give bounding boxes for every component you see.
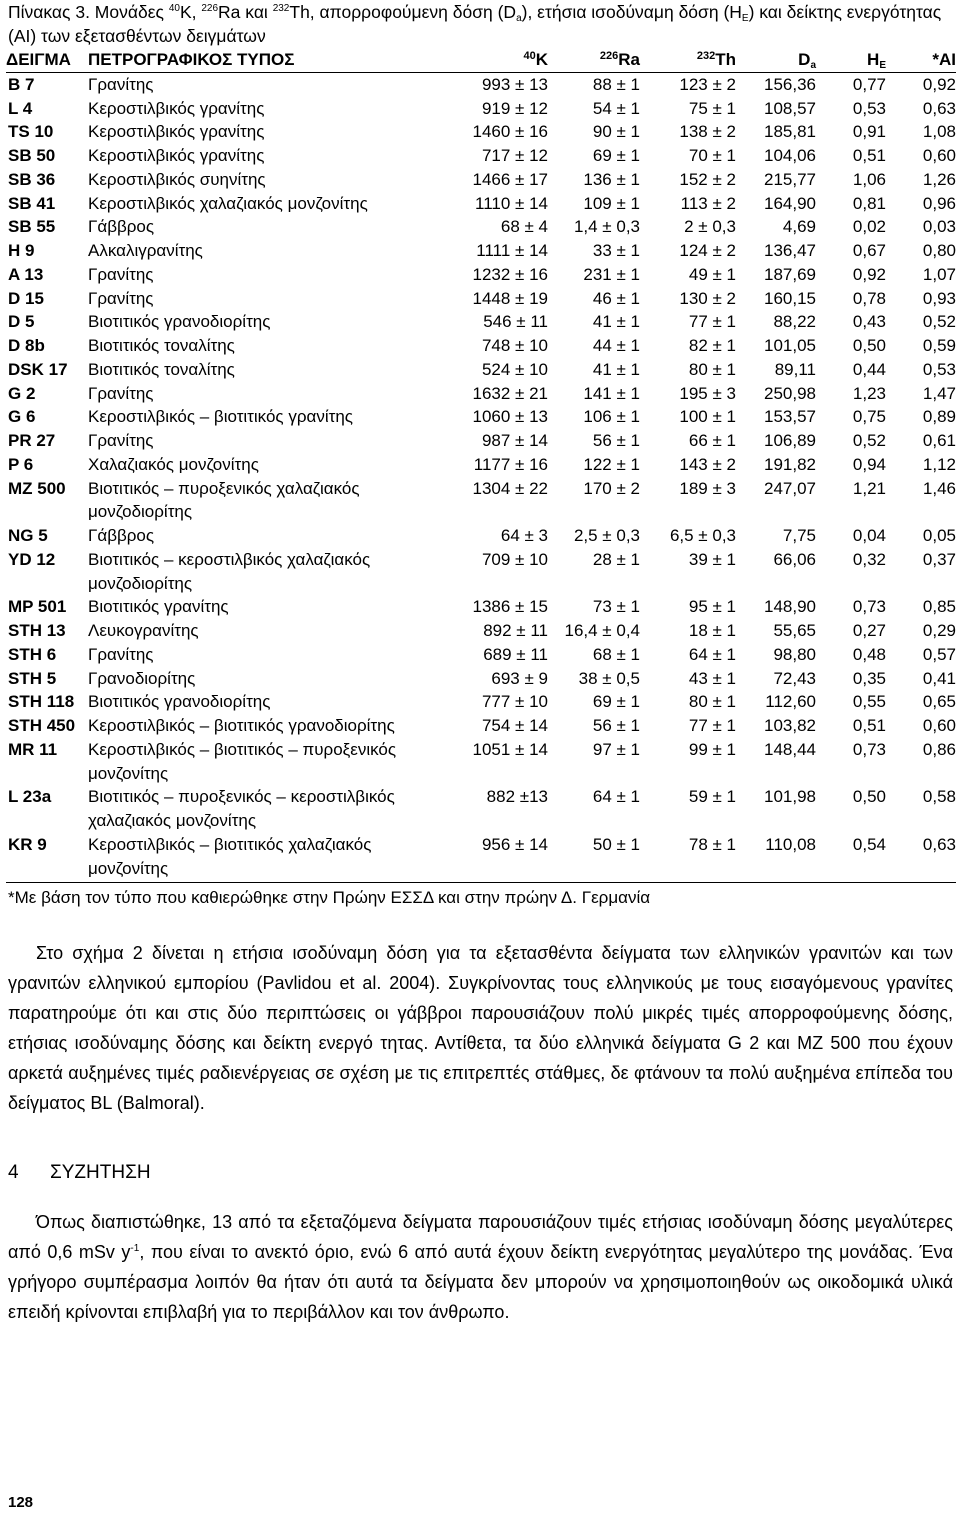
table-row xyxy=(6,524,956,548)
cell-ra: 54 ± 1 xyxy=(592,98,640,118)
table-row xyxy=(6,144,956,168)
table-row xyxy=(6,453,956,477)
cell-sample: B 7 xyxy=(8,74,35,94)
cell-da: 185,81 xyxy=(764,122,816,142)
cell-he: 0,78 xyxy=(852,288,886,308)
cell-ra: 56 ± 1 xyxy=(592,431,640,450)
cell-type: Γρανίτης xyxy=(88,644,154,664)
cell-he: 0,02 xyxy=(852,217,886,237)
cell-sample: NG 5 xyxy=(8,526,48,545)
cell-sample: MZ 500 xyxy=(8,478,66,498)
page-number: 128 xyxy=(8,1494,34,1511)
cell-k: 717 ± 12 xyxy=(481,146,548,165)
cell-th: 59 ± 1 xyxy=(688,787,736,807)
cell-da: 148,44 xyxy=(764,739,816,759)
cell-he: 0,55 xyxy=(852,692,886,712)
cell-ra: 41 ± 1 xyxy=(592,359,640,379)
cell-ai: 0,60 xyxy=(922,716,956,735)
cell-he: 1,23 xyxy=(852,383,886,403)
cell-ai: 0,03 xyxy=(922,217,956,237)
cell-type: Γρανίτης xyxy=(88,264,154,284)
paragraph-figure2: Στο σχήμα 2 δίνεται η ετήσια ισοδύναμη δόση για τα εξετασθέντα δείγματα των ελληνικών γρανιτών και των γρανιτών ελληνικού εμπορίου (Pavlidou et al. 2004). Συγκρίνοντας τους ελληνικούς με τους εισαγόμενους γρανίτες παρατηρούμε ότι και στις δύο περιπτώσεις οι γάββροι παρουσιάζουν πολύ μικρές τιμές απορροφούμενης δόσης, ετήσιας ισοδύναμης δόσης και δείκτη ενεργό τητας. Αντίθετα, τα δύο ελληνικά δείγματα G 2 και MZ 500 που έχουν αρκετά αυξημένες τιμές ραδιενέργειας σε σχέση με τις επιτρεπτές στάθμες, δε φτάνουν τα πολύ αυξημένα επίπεδα του δείγματος BL (Balmoral). xyxy=(8,943,953,1113)
cell-da: 7,75 xyxy=(782,526,816,545)
cell-sample: DSK 17 xyxy=(8,359,68,379)
cell-k: 709 ± 10 xyxy=(481,549,548,569)
cell-th: 64 ± 1 xyxy=(688,644,736,664)
cell-k: 1051 ± 14 xyxy=(472,739,548,759)
cell-ra: 44 ± 1 xyxy=(592,336,640,355)
cell-ra: 16,4 ± 0,4 xyxy=(564,621,640,640)
cell-ai: 0,61 xyxy=(922,431,956,450)
cell-da: 4,69 xyxy=(782,217,816,237)
cell-da: 187,69 xyxy=(764,264,816,284)
table-body xyxy=(6,72,956,883)
cell-he: 1,06 xyxy=(852,169,886,189)
cell-k: 754 ± 14 xyxy=(481,716,548,735)
table-row xyxy=(6,643,956,667)
cell-th: 18 ± 1 xyxy=(688,621,736,640)
cell-sample: D 5 xyxy=(8,312,35,332)
cell-he: 0,52 xyxy=(852,431,886,450)
cell-da: 66,06 xyxy=(773,549,816,569)
cell-ai: 1,12 xyxy=(922,454,956,474)
cell-he: 0,92 xyxy=(852,264,886,284)
cell-ai: 0,60 xyxy=(922,146,956,165)
cell-ra: 46 ± 1 xyxy=(592,288,640,308)
cell-th: 95 ± 1 xyxy=(688,597,736,617)
cell-da: 55,65 xyxy=(773,621,816,640)
cell-sample: A 13 xyxy=(8,264,44,284)
cell-da: 89,11 xyxy=(774,359,816,379)
cell-ai: 0,58 xyxy=(922,787,956,807)
cell-he: 0,50 xyxy=(852,336,886,355)
cell-he: 0,51 xyxy=(852,146,886,165)
cell-da: 148,90 xyxy=(764,597,816,617)
table-row xyxy=(6,714,956,738)
cell-sample: STH 118 xyxy=(8,692,75,712)
table-row xyxy=(6,429,956,453)
cell-da: 112,60 xyxy=(765,692,816,712)
cell-he: 0,54 xyxy=(816,833,886,883)
cell-ai: 1,47 xyxy=(922,383,956,403)
cell-he: 0,73 xyxy=(852,597,886,617)
cell-type: Γάββρος xyxy=(88,217,155,237)
cell-ra: 69 ± 1 xyxy=(592,146,640,165)
cell-type: Γρανίτης xyxy=(88,74,154,94)
cell-ra: 97 ± 1 xyxy=(592,739,640,759)
table-row xyxy=(6,215,956,239)
table-footnote: *Με βάση τον τύπο που καθιερώθηκε στην Πρώην ΕΣΣΔ και στην πρώην Δ. Γερμανία xyxy=(8,888,651,907)
table-row xyxy=(6,310,956,334)
cell-ra: 56 ± 1 xyxy=(592,716,640,735)
cell-da: 108,57 xyxy=(764,98,816,118)
section-heading xyxy=(8,1162,151,1184)
cell-ai: 0,89 xyxy=(922,407,956,427)
cell-th: 138 ± 2 xyxy=(679,122,736,142)
cell-sample: PR 27 xyxy=(8,431,56,450)
cell-k: 993 ± 13 xyxy=(481,74,548,94)
cell-sample: STH 5 xyxy=(8,668,57,688)
cell-k: 919 ± 12 xyxy=(481,98,548,118)
cell-k: 987 ± 14 xyxy=(481,431,548,450)
cell-da: 250,98 xyxy=(764,383,816,403)
table-row xyxy=(6,239,956,263)
cell-k: 693 ± 9 xyxy=(491,668,548,688)
header-ra: $^{226}$Ra xyxy=(548,48,640,72)
cell-ra: 136 ± 1 xyxy=(583,169,640,189)
paragraph-discussion: Όπως διαπιστώθηκε, 13 από τα εξεταζόμενα δείγματα παρουσιάζουν τιμές ετήσιας ισοδύναμη δόσης μεγαλύτερες από 0,6 mSv $y^{-1}$, που είναι το ανεκτό όριο, ενώ 6 από αυτά έχουν δείκτη ενεργότητας μεγαλύτερο της μονάδας. Ένα γρήγορο συμπέρασμα λοιπόν θα ήταν ότι αυτά τα δείγματα δεν μπορούν να χρησιμοποιηθούν ως οικοδομικά υλικά επειδή κρίνονται επιβλαβή για το περιβάλλον και τον άνθρωπο. xyxy=(8,1212,953,1322)
cell-th: 82 ± 1 xyxy=(688,336,736,355)
cell-type: Γάββρος xyxy=(88,526,155,545)
cell-he: 0,67 xyxy=(852,241,886,260)
header-th: $^{232}$Th xyxy=(640,48,736,72)
table-row xyxy=(6,833,956,883)
cell-k: 956 ± 14 xyxy=(456,833,548,883)
cell-th: 49 ± 1 xyxy=(688,264,736,284)
cell-k: 1386 ± 15 xyxy=(472,597,548,617)
cell-k: 1466 ± 17 xyxy=(472,169,548,189)
cell-ra: 50 ± 1 xyxy=(548,833,640,883)
table-row xyxy=(6,72,956,96)
table-row xyxy=(6,477,956,525)
cell-ra: 33 ± 1 xyxy=(592,241,640,260)
table-row xyxy=(6,667,956,691)
cell-sample: STH 450 xyxy=(8,716,76,735)
cell-ra: 106 ± 1 xyxy=(583,407,640,427)
cell-th: 39 ± 1 xyxy=(688,549,736,569)
cell-sample: SB 55 xyxy=(8,217,56,237)
cell-th: 124 ± 2 xyxy=(679,241,736,260)
cell-he: 0,75 xyxy=(852,407,886,427)
cell-da: 106,89 xyxy=(764,431,816,450)
cell-k: 748 ± 10 xyxy=(481,336,548,355)
cell-da: 160,15 xyxy=(764,288,816,308)
cell-ra: 88 ± 1 xyxy=(592,74,640,94)
header-sample: ΔΕΙΓΜΑ xyxy=(6,48,88,72)
cell-he: 0,32 xyxy=(852,549,886,569)
section-title: ΣΥΖΗΤΗΣΗ xyxy=(50,1162,151,1183)
cell-ai: 0,37 xyxy=(922,549,956,569)
cell-k: 882 ±13 xyxy=(486,787,548,807)
cell-da: 110,08 xyxy=(736,833,816,883)
table-row xyxy=(6,785,956,833)
cell-type: Κεροστιλβικός – βιοτιτικός γρανίτης xyxy=(88,407,353,427)
header-da: $D_a$ xyxy=(736,48,816,72)
cell-k: 1232 ± 16 xyxy=(472,264,548,284)
cell-th: 6,5 ± 0,3 xyxy=(669,526,736,545)
cell-th: 130 ± 2 xyxy=(679,288,736,308)
cell-he: 0,27 xyxy=(852,621,886,640)
cell-th: 189 ± 3 xyxy=(679,478,736,498)
cell-ai: 1,46 xyxy=(922,478,956,498)
cell-he: 0,53 xyxy=(852,98,886,118)
cell-type: Γρανίτης xyxy=(88,431,154,450)
cell-k: 1111 ± 14 xyxy=(476,241,548,260)
cell-ai: 0,63 xyxy=(886,833,956,883)
cell-k: 892 ± 11 xyxy=(483,621,548,640)
cell-type: Κεροστιλβικός – βιοτιτικός γρανοδιορίτης xyxy=(88,716,395,735)
cell-k: 1304 ± 22 xyxy=(472,478,548,498)
cell-type: Βιοτιτικός γρανοδιορίτης xyxy=(88,692,271,712)
cell-k: 1110 ± 14 xyxy=(475,193,548,213)
cell-ai: 0,53 xyxy=(922,359,956,379)
cell-sample: MP 501 xyxy=(8,597,67,617)
cell-sample: KR 9 xyxy=(6,833,88,883)
cell-ai: 0,52 xyxy=(922,312,956,332)
cell-type: Βιοτιτικός γρανοδιορίτης xyxy=(88,312,271,332)
table-caption: Πίνακας 3. Μονάδες $^{40}$K, $^{226}$Ra και $^{232}$Th, απορροφούμενη δόση $(D_a)$, ετήσια ισοδύναμη δόση $(H_E)$ και δείκτης ενεργότητας (AI) των εξετασθέντων δειγμάτων xyxy=(8,2,942,46)
cell-th: 152 ± 2 xyxy=(679,169,736,189)
cell-sample: MR 11 xyxy=(8,739,58,759)
cell-ra: 122 ± 1 xyxy=(583,454,640,474)
cell-sample: L 23a xyxy=(8,787,52,807)
cell-ai: 0,93 xyxy=(922,288,956,308)
cell-th: 99 ± 1 xyxy=(688,739,736,759)
cell-da: 101,05 xyxy=(764,336,816,355)
cell-sample: SB 36 xyxy=(8,169,56,189)
cell-da: 104,06 xyxy=(764,146,816,165)
cell-th: 80 ± 1 xyxy=(688,692,736,712)
cell-k: 1177 ± 16 xyxy=(473,454,548,474)
cell-ra: 90 ± 1 xyxy=(592,122,640,142)
cell-ra: 170 ± 2 xyxy=(583,478,640,498)
cell-th: 77 ± 1 xyxy=(688,716,736,735)
cell-sample: G 2 xyxy=(8,383,36,403)
cell-ai: 0,59 xyxy=(922,336,956,355)
cell-type: Γρανοδιορίτης xyxy=(88,668,196,688)
cell-da: 191,82 xyxy=(764,454,816,474)
cell-ai: 0,92 xyxy=(922,74,956,94)
cell-he: 0,35 xyxy=(852,668,886,688)
cell-sample: STH 13 xyxy=(8,621,66,640)
cell-th: 195 ± 3 xyxy=(679,383,736,403)
cell-ai: 0,29 xyxy=(922,621,956,640)
header-k: $^{40}$K xyxy=(456,48,548,72)
cell-ai: 0,86 xyxy=(922,739,956,759)
cell-he: 0,73 xyxy=(852,739,886,759)
cell-he: 0,50 xyxy=(852,787,886,807)
cell-type: Κεροστιλβικός χαλαζιακός μονζονίτης xyxy=(88,193,368,213)
table-row xyxy=(6,334,956,358)
table-row xyxy=(6,120,956,144)
cell-k: 68 ± 4 xyxy=(500,217,548,237)
table-row xyxy=(6,619,956,643)
header-ai: *AI xyxy=(886,48,956,72)
table-row xyxy=(6,405,956,429)
cell-type: Λευκογρανίτης xyxy=(88,621,199,640)
cell-ra: 141 ± 1 xyxy=(583,383,640,403)
cell-type: Κεροστιλβικός – βιοτιτικός – πυροξενικός μονζονίτης xyxy=(88,739,397,783)
cell-type: Γρανίτης xyxy=(88,288,154,308)
cell-sample: H 9 xyxy=(8,241,35,260)
cell-k: 1448 ± 19 xyxy=(472,288,548,308)
cell-type: Κεροστιλβικός – βιοτιτικός χαλαζιακός μονζονίτης xyxy=(88,833,456,883)
cell-th: 80 ± 1 xyxy=(688,359,736,379)
cell-ra: 38 ± 0,5 xyxy=(578,668,640,688)
cell-sample: STH 6 xyxy=(8,644,57,664)
cell-k: 1632 ± 21 xyxy=(472,383,548,403)
cell-da: 88,22 xyxy=(773,312,816,332)
cell-type: Βιοτιτικός – πυροξενικός χαλαζιακός μονζοδιορίτης xyxy=(88,478,360,522)
cell-th: 143 ± 2 xyxy=(679,454,736,474)
cell-ai: 1,07 xyxy=(922,264,956,284)
cell-ra: 73 ± 1 xyxy=(592,597,640,617)
cell-th: 70 ± 1 xyxy=(688,146,736,165)
cell-ai: 1,08 xyxy=(922,122,956,142)
cell-sample: SB 41 xyxy=(8,193,56,213)
table-row xyxy=(6,382,956,406)
cell-da: 101,98 xyxy=(764,787,816,807)
table-row xyxy=(6,595,956,619)
cell-ra: 69 ± 1 xyxy=(592,692,640,712)
cell-type: Κεροστιλβικός γρανίτης xyxy=(88,122,265,142)
cell-he: 0,51 xyxy=(852,716,886,735)
cell-type: Κεροστιλβικός γρανίτης xyxy=(88,146,265,165)
cell-ra: 109 ± 1 xyxy=(583,193,640,213)
cell-th: 77 ± 1 xyxy=(688,312,736,332)
cell-k: 689 ± 11 xyxy=(483,644,548,664)
cell-he: 0,81 xyxy=(852,193,886,213)
cell-da: 156,36 xyxy=(764,74,816,94)
cell-sample: G 6 xyxy=(8,407,36,427)
table-row xyxy=(6,690,956,714)
cell-k: 1060 ± 13 xyxy=(472,407,548,427)
cell-ra: 1,4 ± 0,3 xyxy=(573,217,640,237)
cell-k: 546 ± 11 xyxy=(483,312,548,332)
cell-da: 247,07 xyxy=(764,478,816,498)
cell-he: 0,48 xyxy=(852,644,886,664)
cell-he: 0,44 xyxy=(852,359,886,379)
cell-da: 153,57 xyxy=(764,407,816,427)
cell-th: 123 ± 2 xyxy=(679,74,736,94)
cell-type: Βιοτιτικός – κεροστιλβικός χαλαζιακός μονζοδιορίτης xyxy=(88,549,371,593)
cell-th: 2 ± 0,3 xyxy=(684,217,736,237)
cell-sample: SB 50 xyxy=(8,146,56,165)
table-row xyxy=(6,548,956,596)
cell-k: 1460 ± 16 xyxy=(472,122,548,142)
table-row xyxy=(6,287,956,311)
cell-th: 113 ± 2 xyxy=(680,193,736,213)
cell-type: Βιοτιτικός – πυροξενικός – κεροστιλβικός χαλαζιακός μονζονίτης xyxy=(88,787,395,830)
table-row xyxy=(6,358,956,382)
cell-ai: 0,63 xyxy=(922,98,956,118)
cell-sample: L 4 xyxy=(8,98,33,118)
table-row xyxy=(6,97,956,121)
cell-sample: D 15 xyxy=(8,288,44,308)
cell-type: Χαλαζιακός μονζονίτης xyxy=(88,454,259,474)
section-number: 4 xyxy=(8,1162,19,1183)
cell-type: Βιοτιτικός τοναλίτης xyxy=(88,359,235,379)
cell-da: 72,43 xyxy=(773,668,816,688)
cell-th: 75 ± 1 xyxy=(688,98,736,118)
cell-type: Αλκαλιγρανίτης xyxy=(88,241,203,260)
cell-ra: 64 ± 1 xyxy=(592,787,640,807)
table-row xyxy=(6,192,956,216)
cell-type: Κεροστιλβικός συηνίτης xyxy=(88,169,266,189)
cell-type: Γρανίτης xyxy=(88,383,154,403)
cell-ra: 2,5 ± 0,3 xyxy=(573,526,640,545)
cell-k: 64 ± 3 xyxy=(500,526,548,545)
cell-ra: 41 ± 1 xyxy=(592,312,640,332)
cell-th: 66 ± 1 xyxy=(688,431,736,450)
cell-ai: 0,57 xyxy=(922,644,956,664)
cell-he: 0,43 xyxy=(852,312,886,332)
cell-ai: 0,05 xyxy=(922,526,956,545)
cell-th: 43 ± 1 xyxy=(688,668,736,688)
cell-ai: 0,96 xyxy=(922,193,956,213)
cell-th: 100 ± 1 xyxy=(679,407,736,427)
cell-he: 0,04 xyxy=(852,526,886,545)
header-he: $H_E$ xyxy=(816,48,886,72)
cell-ra: 28 ± 1 xyxy=(592,549,640,569)
cell-da: 136,47 xyxy=(764,241,816,260)
cell-he: 0,77 xyxy=(852,74,886,94)
cell-ai: 0,85 xyxy=(922,597,956,617)
cell-he: 0,94 xyxy=(852,454,886,474)
cell-type: Βιοτιτικός γρανίτης xyxy=(88,597,229,617)
cell-k: 777 ± 10 xyxy=(481,692,548,712)
cell-da: 215,77 xyxy=(764,169,816,189)
cell-sample: D 8b xyxy=(8,336,45,355)
cell-da: 98,80 xyxy=(773,644,816,664)
cell-ai: 1,26 xyxy=(922,169,956,189)
cell-he: 0,91 xyxy=(852,122,886,142)
table-row xyxy=(6,168,956,192)
cell-da: 103,82 xyxy=(764,716,816,735)
table-row xyxy=(6,738,956,786)
cell-he: 1,21 xyxy=(852,478,886,498)
cell-sample: P 6 xyxy=(8,454,34,474)
cell-ai: 0,65 xyxy=(922,692,956,712)
cell-ra: 68 ± 1 xyxy=(592,644,640,664)
table-header-row xyxy=(6,48,956,72)
cell-sample: TS 10 xyxy=(8,122,54,142)
cell-k: 524 ± 10 xyxy=(481,359,548,379)
cell-sample: YD 12 xyxy=(8,549,56,569)
radioactivity-table xyxy=(6,48,956,883)
table-row xyxy=(6,263,956,287)
cell-ai: 0,41 xyxy=(922,668,956,688)
cell-ai: 0,80 xyxy=(922,241,956,260)
cell-th: 78 ± 1 xyxy=(640,833,736,883)
cell-da: 164,90 xyxy=(764,193,816,213)
header-type: ΠΕΤΡΟΓΡΑΦΙΚΟΣ ΤΥΠΟΣ xyxy=(88,48,456,72)
cell-ra: 231 ± 1 xyxy=(583,264,640,284)
cell-type: Κεροστιλβικός γρανίτης xyxy=(88,98,265,118)
cell-type: Βιοτιτικός τοναλίτης xyxy=(88,336,235,355)
